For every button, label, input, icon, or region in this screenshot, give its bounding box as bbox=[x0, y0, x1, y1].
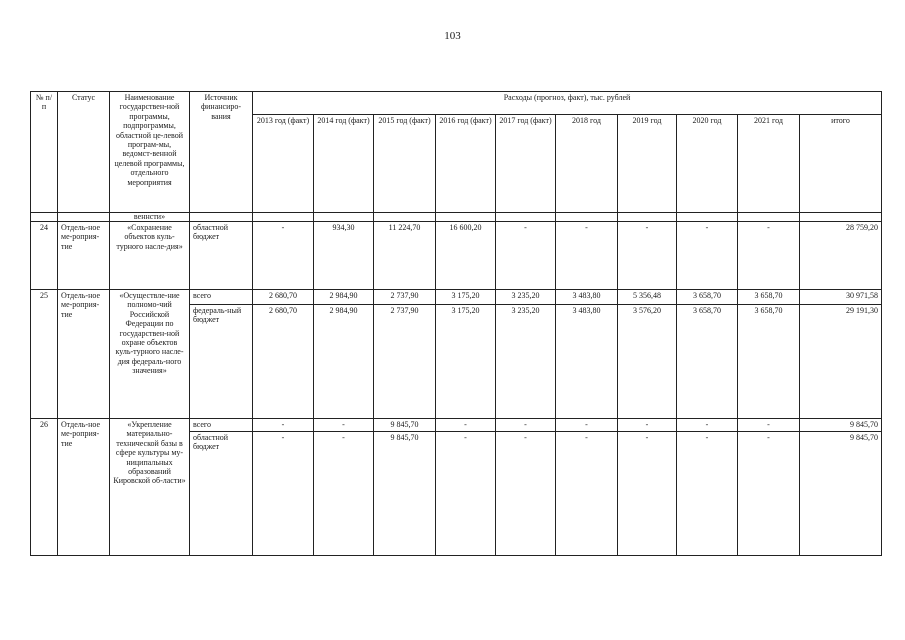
header-year-2015: 2015 год (факт) bbox=[374, 115, 436, 213]
cell-2021: 3 658,70 bbox=[738, 290, 800, 305]
header-row bbox=[31, 92, 882, 115]
cell-2018: - bbox=[556, 432, 618, 556]
header-year-2019: 2019 год bbox=[618, 115, 677, 213]
row-num: 24 bbox=[31, 222, 58, 290]
row-num: 26 bbox=[31, 419, 58, 556]
cell-2013: 2 680,70 bbox=[253, 305, 314, 419]
cell-total: 9 845,70 bbox=[800, 419, 882, 432]
header-status: Статус bbox=[58, 92, 110, 213]
cell-2021: - bbox=[738, 419, 800, 432]
cell-2017: - bbox=[496, 419, 556, 432]
cell-2015: 11 224,70 bbox=[374, 222, 436, 290]
cell-2013: - bbox=[253, 419, 314, 432]
cell-2016: 16 600,20 bbox=[436, 222, 496, 290]
header-source: Источник финансиро-вания bbox=[190, 92, 253, 213]
header-expenses: Расходы (прогноз, факт), тыс. рублей bbox=[253, 92, 882, 115]
cell-2020: - bbox=[677, 419, 738, 432]
cell-2016: 3 175,20 bbox=[436, 305, 496, 419]
table-row bbox=[31, 419, 882, 432]
cell-2014: 934,30 bbox=[314, 222, 374, 290]
cell-2017: - bbox=[496, 222, 556, 290]
cell-2019: - bbox=[618, 419, 677, 432]
table-row bbox=[31, 290, 882, 305]
cell-2016: 3 175,20 bbox=[436, 290, 496, 305]
cell-2019: 5 356,48 bbox=[618, 290, 677, 305]
cell-2018: - bbox=[556, 419, 618, 432]
cell-2015: 9 845,70 bbox=[374, 419, 436, 432]
header-total: итого bbox=[800, 115, 882, 213]
header-year-2013: 2013 год (факт) bbox=[253, 115, 314, 213]
cell-2017: - bbox=[496, 432, 556, 556]
cell-2021: - bbox=[738, 222, 800, 290]
row-status: Отдель-ное ме-роприя-тие bbox=[58, 222, 110, 290]
row-name: «Укрепление материально-технической базы в сфере культуры му-ниципальных образований Кировской об-ласти» bbox=[110, 419, 190, 556]
row-source: федераль-ный бюджет bbox=[190, 305, 253, 419]
cell-2020: 3 658,70 bbox=[677, 305, 738, 419]
cell-2019: 3 576,20 bbox=[618, 305, 677, 419]
cell-2018: 3 483,80 bbox=[556, 305, 618, 419]
cell-2018: - bbox=[556, 222, 618, 290]
row-source: областной бюджет bbox=[190, 432, 253, 556]
cell-2018: 3 483,80 bbox=[556, 290, 618, 305]
header-name-text: Наименование государствен-ной программы, подпрограммы, областной це-левой програм-мы, ведомст-венной целевой программы, отдельного мероприятия bbox=[114, 93, 185, 187]
row-source: всего bbox=[190, 290, 253, 305]
cell-total: 30 971,58 bbox=[800, 290, 882, 305]
cell-2014: 2 984,90 bbox=[314, 305, 374, 419]
row-source: областной бюджет bbox=[190, 222, 253, 290]
row-name: «Осуществле-ние полномо-чий Российской Федерации по государствен-ной охране объектов куль-турного насле-дия федераль-ного значения» bbox=[110, 290, 190, 419]
row-num: 25 bbox=[31, 290, 58, 419]
header-year-2014: 2014 год (факт) bbox=[314, 115, 374, 213]
cell-2013: - bbox=[253, 222, 314, 290]
header-num: № п/п bbox=[31, 92, 58, 213]
cell-2013: - bbox=[253, 432, 314, 556]
cell-2020: - bbox=[677, 432, 738, 556]
row-source: всего bbox=[190, 419, 253, 432]
cell-2021: 3 658,70 bbox=[738, 305, 800, 419]
header-year-2018: 2018 год bbox=[556, 115, 618, 213]
cell-2015: 2 737,90 bbox=[374, 290, 436, 305]
header-year-2017: 2017 год (факт) bbox=[496, 115, 556, 213]
budget-table bbox=[30, 91, 882, 556]
cell-2014: 2 984,90 bbox=[314, 290, 374, 305]
cell-2016: - bbox=[436, 432, 496, 556]
cell-2016: - bbox=[436, 419, 496, 432]
cell-2019: - bbox=[618, 432, 677, 556]
cell-2015: 2 737,90 bbox=[374, 305, 436, 419]
header-year-2020: 2020 год bbox=[677, 115, 738, 213]
cell-2014: - bbox=[314, 419, 374, 432]
cell-2019: - bbox=[618, 222, 677, 290]
cell-2020: - bbox=[677, 222, 738, 290]
header-year-2016: 2016 год (факт) bbox=[436, 115, 496, 213]
cell-2021: - bbox=[738, 432, 800, 556]
cell-total: 28 759,20 bbox=[800, 222, 882, 290]
cell-total: 29 191,30 bbox=[800, 305, 882, 419]
cell-2014: - bbox=[314, 432, 374, 556]
header-year-2021: 2021 год bbox=[738, 115, 800, 213]
header-tail-row bbox=[31, 213, 882, 222]
cell-2013: 2 680,70 bbox=[253, 290, 314, 305]
header-name bbox=[110, 92, 190, 213]
row-status: Отдель-ное ме-роприя-тие bbox=[58, 290, 110, 419]
cell-2020: 3 658,70 bbox=[677, 290, 738, 305]
cell-2015: 9 845,70 bbox=[374, 432, 436, 556]
row-status: Отдель-ное ме-роприя-тие bbox=[58, 419, 110, 556]
cell-2017: 3 235,20 bbox=[496, 305, 556, 419]
header-name-tail: веннсти» bbox=[110, 213, 190, 222]
page-number: 103 bbox=[444, 30, 461, 42]
table-row bbox=[31, 222, 882, 290]
row-name: «Сохранение объектов куль-турного насле-дия» bbox=[110, 222, 190, 290]
cell-2017: 3 235,20 bbox=[496, 290, 556, 305]
cell-total: 9 845,70 bbox=[800, 432, 882, 556]
